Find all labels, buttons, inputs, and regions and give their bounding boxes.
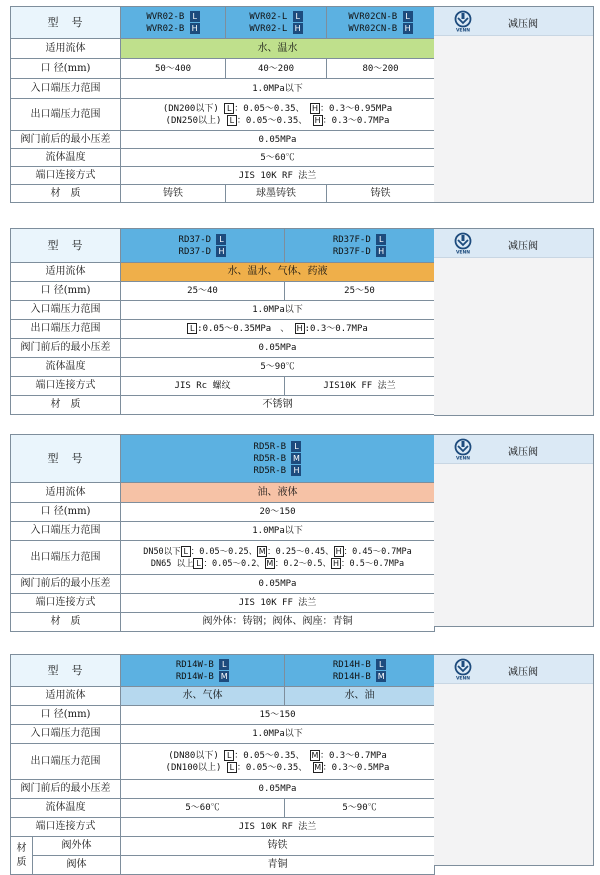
inlet-label: 入口端压力范围 (11, 79, 121, 99)
temp-label: 流体温度 (11, 149, 121, 167)
body-label: 阀外体 (33, 837, 121, 856)
diameter-label: 口 径(mm) (11, 59, 121, 79)
diameter-value: 80～200 (327, 59, 435, 79)
fluid-value: 油、液体 (121, 483, 435, 503)
body-material-value: 铸铁 (121, 837, 435, 856)
material-value: 铸铁 (327, 185, 435, 203)
min-diff-value: 0.05MPa (121, 131, 435, 149)
conn-label: 端口连接方式 (11, 167, 121, 185)
venn-logo-icon (452, 10, 474, 32)
model-cell: WVR02-B L WVR02-B H (121, 7, 226, 39)
outlet-label: 出口端压力范围 (11, 744, 121, 780)
inlet-label: 入口端压力范围 (11, 301, 121, 320)
min-diff-label: 阀门前后的最小压差 (11, 131, 121, 149)
fluid-value: 水、气体 (121, 687, 285, 706)
fluid-label: 适用流体 (11, 483, 121, 503)
temp-value: 5～90℃ (285, 799, 435, 818)
outlet-label: 出口端压力范围 (11, 99, 121, 131)
material-value: 球墨铸铁 (226, 185, 327, 203)
diameter-label: 口 径(mm) (11, 503, 121, 522)
model-cell: RD5R-B L RD5R-B M RD5R-B H (121, 435, 435, 483)
material-label: 材 质 (11, 396, 121, 415)
model-label: 型 号 (11, 435, 121, 483)
model-cell: RD14H-B L RD14H-B M (285, 655, 435, 687)
material-label: 材 质 (11, 837, 33, 875)
model-label: 型 号 (11, 655, 121, 687)
temp-value: 5～90℃ (121, 358, 435, 377)
min-diff-value: 0.05MPa (121, 339, 435, 358)
min-diff-value: 0.05MPa (121, 780, 435, 799)
conn-value: JIS 10K FF 法兰 (121, 594, 435, 613)
temp-label: 流体温度 (11, 358, 121, 377)
conn-value: JIS 10K RF 法兰 (121, 818, 435, 837)
model-cell: WVR02-L L WVR02-L H (226, 7, 327, 39)
model-cell: RD37F-D L RD37F-D H (285, 229, 435, 263)
diameter-value: 50～400 (121, 59, 226, 79)
valve-material-value: 青铜 (121, 856, 435, 875)
product-name: 减压阀 (508, 19, 538, 30)
venn-logo-icon (452, 658, 474, 680)
outlet-value: DN50以下 L ：0.05～0.25、 M ：0.25～0.45、 H ：0.45～0.7MPa DN65 以上 L ：0.05～0.2、 M ：0.2～0.5、 H ：0.5～0.7MPa (121, 541, 435, 575)
spec-table-rd5r (10, 434, 594, 632)
diameter-value: 25～50 (285, 282, 435, 301)
brand-panel (434, 434, 594, 627)
material-label: 材 质 (11, 185, 121, 203)
conn-value: JIS Rc 螺纹 (121, 377, 285, 396)
spec-table-rd14 (10, 654, 594, 875)
model-cell: WVR02CN-B L WVR02CN-B H (327, 7, 435, 39)
min-diff-label: 阀门前后的最小压差 (11, 575, 121, 594)
material-label: 材 质 (11, 613, 121, 632)
venn-logo-icon (452, 232, 474, 254)
model-cell: RD37-D L RD37-D H (121, 229, 285, 263)
material-value: 铸铁 (121, 185, 226, 203)
conn-value: JIS10K FF 法兰 (285, 377, 435, 396)
conn-label: 端口连接方式 (11, 818, 121, 837)
outlet-value: L :0.05～0.35MPa 、 H :0.3～0.7MPa (121, 320, 435, 339)
temp-label: 流体温度 (11, 799, 121, 818)
inlet-value: 1.0MPa以下 (121, 725, 435, 744)
product-name: 减压阀 (508, 667, 538, 678)
venn-logo-icon (452, 438, 474, 460)
fluid-value: 水、温水 (121, 39, 435, 59)
fluid-value: 水、油 (285, 687, 435, 706)
fluid-value: 水、温水、气体、药液 (121, 263, 435, 282)
model-label: 型 号 (11, 229, 121, 263)
brand-panel (434, 228, 594, 416)
diameter-value: 20～150 (121, 503, 435, 522)
spec-table-rd37 (10, 228, 594, 415)
inlet-value: 1.0MPa以下 (121, 79, 435, 99)
diameter-label: 口 径(mm) (11, 706, 121, 725)
temp-value: 5～60℃ (121, 799, 285, 818)
min-diff-label: 阀门前后的最小压差 (11, 780, 121, 799)
brand-panel (434, 654, 594, 866)
product-name: 减压阀 (508, 447, 538, 458)
inlet-label: 入口端压力范围 (11, 725, 121, 744)
valve-label: 阀体 (33, 856, 121, 875)
fluid-label: 适用流体 (11, 263, 121, 282)
diameter-value: 15～150 (121, 706, 435, 725)
min-diff-value: 0.05MPa (121, 575, 435, 594)
outlet-label: 出口端压力范围 (11, 541, 121, 575)
inlet-value: 1.0MPa以下 (121, 522, 435, 541)
model-cell: RD14W-B L RD14W-B M (121, 655, 285, 687)
outlet-label: 出口端压力范围 (11, 320, 121, 339)
fluid-label: 适用流体 (11, 687, 121, 706)
spec-table-wvr02 (10, 6, 594, 203)
min-diff-label: 阀门前后的最小压差 (11, 339, 121, 358)
model-label: 型 号 (11, 7, 121, 39)
outlet-value: (DN80以下) L ：0.05～0.35、 M ：0.3～0.7MPa (DN100以上) L ：0.05～0.35、 M ：0.3～0.5MPa (121, 744, 435, 780)
conn-value: JIS 10K RF 法兰 (121, 167, 435, 185)
fluid-label: 适用流体 (11, 39, 121, 59)
temp-value: 5～60℃ (121, 149, 435, 167)
diameter-value: 25～40 (121, 282, 285, 301)
inlet-label: 入口端压力范围 (11, 522, 121, 541)
material-value: 阀外体：铸钢；阀体、阀座：青铜 (121, 613, 435, 632)
diameter-label: 口 径(mm) (11, 282, 121, 301)
material-value: 不锈钢 (121, 396, 435, 415)
outlet-value: (DN200以下) L ：0.05～0.35、 H ：0.3～0.95MPa (DN250以上) L ：0.05～0.35、 H ：0.3～0.7MPa (121, 99, 435, 131)
brand-panel (434, 6, 594, 203)
conn-label: 端口连接方式 (11, 377, 121, 396)
product-name: 减压阀 (508, 241, 538, 252)
diameter-value: 40～200 (226, 59, 327, 79)
conn-label: 端口连接方式 (11, 594, 121, 613)
inlet-value: 1.0MPa以下 (121, 301, 435, 320)
